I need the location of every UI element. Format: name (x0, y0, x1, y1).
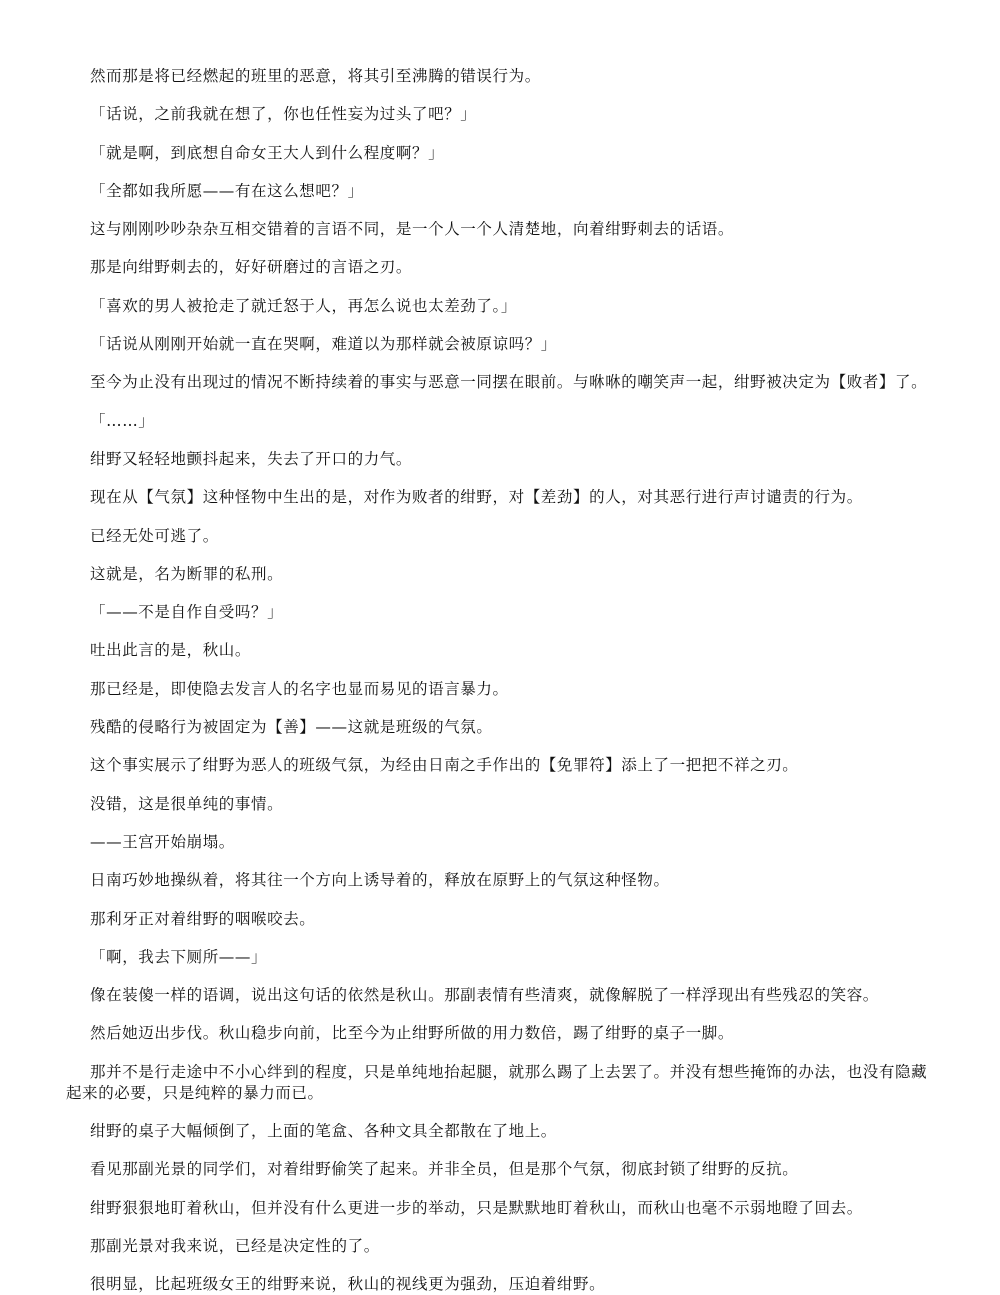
paragraph-20: 没错，这是很单纯的事情。 (90, 794, 284, 813)
paragraph-14: 这就是，名为断罪的私刑。 (90, 564, 284, 583)
paragraph-22: 日南巧妙地操纵着，将其往一个方向上诱导着的，释放在原野上的气氛这种怪物。 (90, 871, 670, 890)
paragraph-15: 「——不是自作自受吗？」 (90, 603, 284, 622)
paragraph-10: 「……」 (90, 411, 155, 430)
paragraph-9: 至今为止没有出现过的情况不断持续着的事实与恶意一同摆在眼前。与咻咻的嘲笑声一起，绀野被决定为【败者】了。 (90, 373, 928, 392)
paragraph-31: 那副光景对我来说，已经是决定性的了。 (90, 1236, 380, 1255)
paragraph-6: 那是向绀野刺去的，好好研磨过的言语之刃。 (90, 258, 413, 277)
paragraph-2: 「话说，之前我就在想了，你也任性妄为过头了吧？」 (90, 105, 477, 124)
paragraph-21: ——王宫开始崩塌。 (90, 832, 235, 851)
paragraph-11: 绀野又轻轻地颤抖起来，失去了开口的力气。 (90, 449, 413, 468)
paragraph-28: 绀野的桌子大幅倾倒了，上面的笔盒、各种文具全都散在了地上。 (90, 1122, 557, 1141)
paragraph-19: 这个事实展示了绀野为恶人的班级气氛，为经由日南之手作出的【免罪符】添上了一把把不祥之刃。 (90, 756, 799, 775)
paragraph-12: 现在从【气氛】这种怪物中生出的是，对作为败者的绀野，对【差劲】的人，对其恶行进行声讨谴责的行为。 (90, 488, 863, 507)
paragraph-17: 那已经是，即使隐去发言人的名字也显而易见的语言暴力。 (90, 679, 509, 698)
paragraph-3: 「就是啊，到底想自命女王大人到什么程度啊？」 (90, 143, 445, 162)
paragraph-16: 吐出此言的是，秋山。 (90, 641, 252, 660)
paragraph-18: 残酷的侵略行为被固定为【善】——这就是班级的气氛。 (90, 718, 493, 737)
paragraph-4: 「全都如我所愿——有在这么想吧？」 (90, 181, 364, 200)
paragraph-32: 很明显，比起班级女王的绀野来说，秋山的视线更为强劲，压迫着绀野。 (90, 1275, 606, 1294)
paragraph-29: 看见那副光景的同学们，对着绀野偷笑了起来。并非全员，但是那个气氛，彻底封锁了绀野的反抗。 (90, 1160, 799, 1179)
paragraph-13: 已经无处可逃了。 (90, 526, 219, 545)
paragraph-7: 「喜欢的男人被抢走了就迁怒于人，再怎么说也太差劲了。」 (90, 296, 517, 315)
paragraph-8: 「话说从刚刚开始就一直在哭啊，难道以为那样就会被原谅吗？」 (90, 335, 557, 354)
paragraph-1: 然而那是将已经燃起的班里的恶意，将其引至沸腾的错误行为。 (90, 67, 541, 85)
paragraph-27: 那并不是行走途中不小心绊到的程度，只是单纯地抬起腿，就那么踢了上去罢了。并没有想些掩饰的办法，也没有隐藏起来的必要，只是纯粹的暴力而已。 (66, 1062, 928, 1102)
paragraph-25: 像在装傻一样的语调，说出这句话的依然是秋山。那副表情有些清爽，就像解脱了一样浮现出有些残忍的笑容。 (90, 986, 879, 1005)
paragraph-24: 「啊，我去下厕所——」 (90, 947, 268, 966)
paragraph-30: 绀野狠狠地盯着秋山，但并没有什么更进一步的举动，只是默默地盯着秋山，而秋山也毫不示弱地瞪了回去。 (90, 1198, 863, 1217)
paragraph-23: 那利牙正对着绀野的咽喉咬去。 (90, 909, 316, 928)
paragraph-5: 这与刚刚吵吵杂杂互相交错着的言语不同，是一个人一个人清楚地，向着绀野刺去的话语。 (90, 220, 735, 239)
paragraph-26: 然后她迈出步伐。秋山稳步向前，比至今为止绀野所做的用力数倍，踢了绀野的桌子一脚。 (90, 1024, 735, 1043)
